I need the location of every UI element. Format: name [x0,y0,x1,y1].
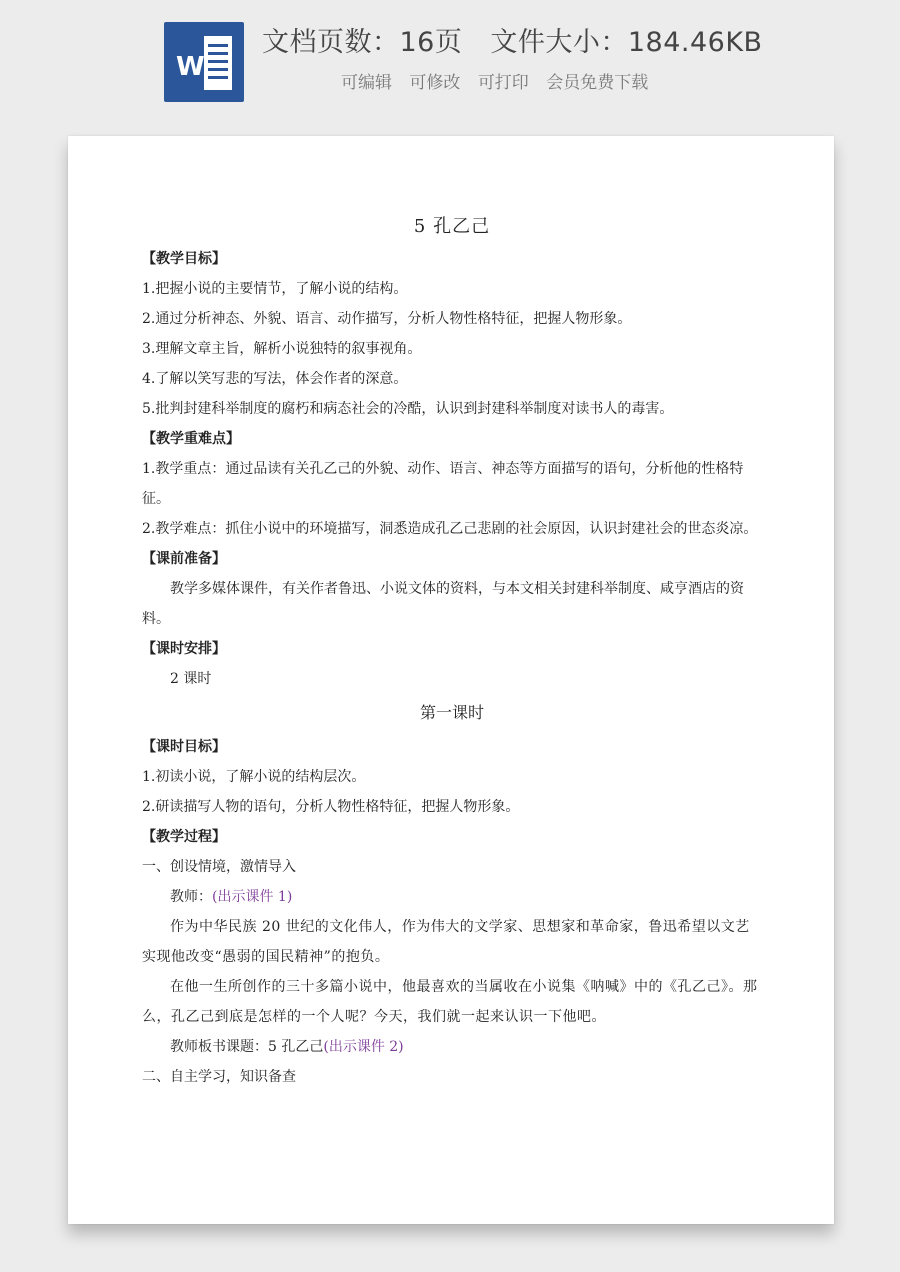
feature-member-download: 会员免费下载 [546,73,649,93]
lesson-title: 第一课时 [419,703,484,722]
process-heading: 【教学过程】 [142,829,226,845]
objectives-heading: 【教学目标】 [142,251,226,267]
feature-printable: 可打印 [477,73,529,93]
feature-modifiable: 可修改 [409,73,461,93]
step-title: 二、自主学习，知识备查 [142,1069,296,1085]
document-body [142,212,762,1092]
board-label: 教师板书课题：5 孔乙己 [170,1039,324,1055]
courseware-note: (出示课件 1) [212,889,293,905]
objective-item: 1.把握小说的主要情节，了解小说的结构。 [142,281,408,297]
lesson-objective-item: 1.初读小说，了解小说的结构层次。 [142,769,366,785]
file-size: 文件大小：184.46KB [490,27,763,58]
objective-item: 2.通过分析神态、外貌、语言、动作描写，分析人物性格特征，把握人物形象。 [142,311,632,327]
file-info [262,20,822,59]
body-paragraph: 作为中华民族 20 世纪的文化伟人，作为伟大的文学家、思想家和革命家，鲁迅希望以文艺实现他改变“愚弱的国民精神”的抱负。 [142,919,750,965]
download-banner [0,0,900,128]
lesson-objectives-heading: 【课时目标】 [142,739,226,755]
prep-text: 教学多媒体课件，有关作者鲁迅、小说文体的资料，与本文相关封建科举制度、咸亨酒店的资料。 [142,581,744,627]
objective-item: 3.理解文章主旨，解析小说独特的叙事视角。 [142,341,422,357]
board-line [142,1032,762,1062]
courseware-note: (出示课件 2) [323,1039,404,1055]
lesson-objective-item: 2.研读描写人物的语句，分析人物性格特征，把握人物形象。 [142,799,520,815]
keypoint-item: 2.教学难点：抓住小说中的环境描写，洞悉造成孔乙己悲剧的社会原因，认识封建社会的世态炎凉。 [142,521,758,537]
keypoint-item: 1.教学重点：通过品读有关孔乙己的外貌、动作、语言、神态等方面描写的语句，分析他的性格特征。 [142,461,744,507]
body-paragraph: 在他一生所创作的三十多篇小说中，他最喜欢的当属收在小说集《呐喊》中的《孔乙己》。那么，孔乙己到底是怎样的一个人呢？今天，我们就一起来认识一下他吧。 [142,979,758,1025]
objective-item: 4.了解以笑写悲的写法，体会作者的深意。 [142,371,408,387]
page-count: 文档页数：16页 [262,27,463,58]
prep-heading: 【课前准备】 [142,551,226,567]
keypoints-heading: 【教学重难点】 [142,431,240,447]
feature-list [341,68,660,93]
schedule-text: 2 课时 [170,671,212,687]
teacher-line [142,882,762,912]
svg-text:W: W [176,52,205,82]
step-title: 一、创设情境，激情导入 [142,859,296,875]
schedule-heading: 【课时安排】 [142,641,226,657]
objective-item: 5.批判封建科举制度的腐朽和病态社会的冷酷，认识到封建科举制度对读书人的毒害。 [142,401,674,417]
document-page [68,136,834,1224]
teacher-label: 教师： [170,889,212,905]
feature-editable: 可编辑 [341,73,392,93]
document-title: 5 孔乙己 [413,216,491,237]
word-document-icon [164,22,244,102]
